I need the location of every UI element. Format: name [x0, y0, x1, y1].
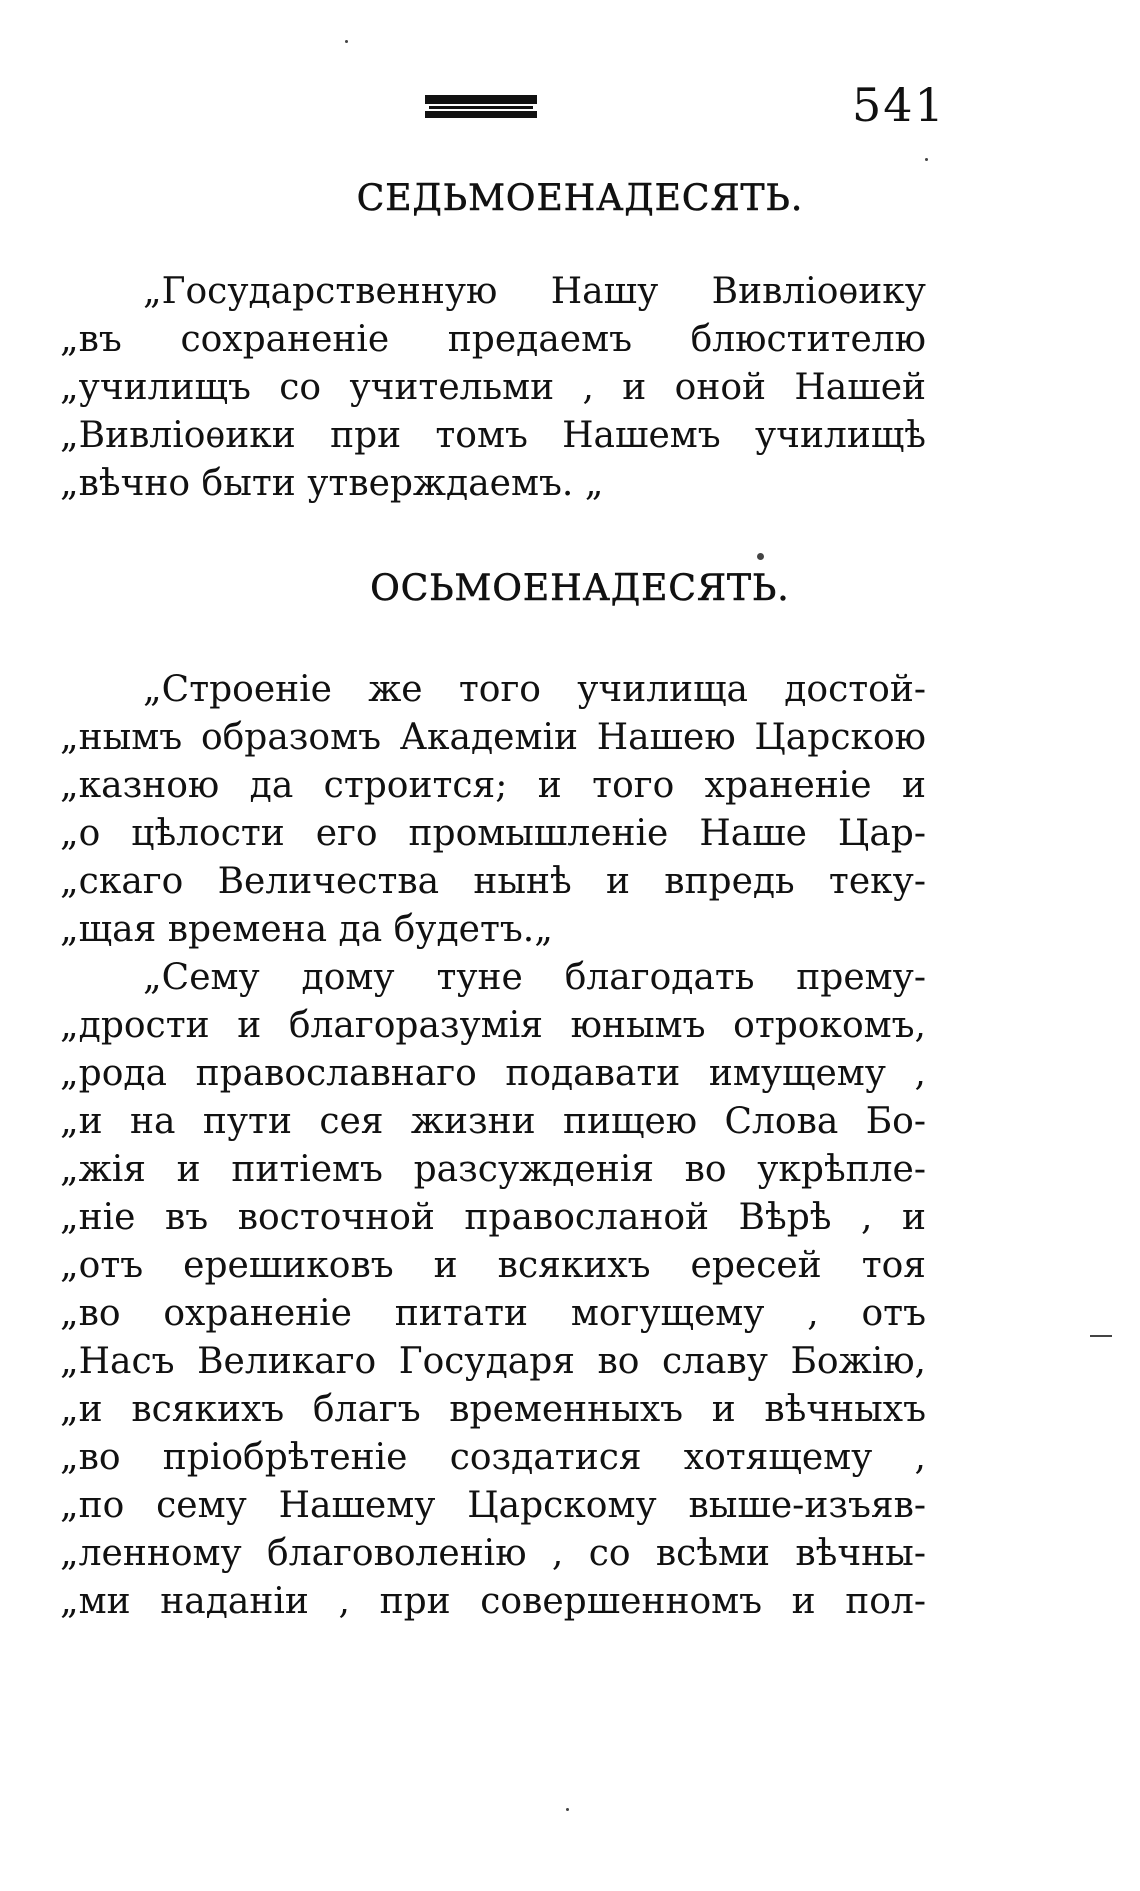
section-heading-seventeenth: СЕДЬМОЕНАДЕСЯТЬ. — [356, 178, 804, 219]
text-line: „отъ ерешиковъ и всякихъ ересей тоя — [60, 1245, 926, 1286]
text-line: „во охраненіе питати могущему , отъ — [60, 1293, 926, 1334]
text-line: „Государственную Нашу Вивліоѳику — [143, 271, 926, 312]
text-line: „во пріобрѣтеніе создатися хотящему , — [60, 1437, 926, 1478]
text-line: „по сему Нашему Царскому выше-изъяв- — [60, 1485, 926, 1526]
text-line: „Насъ Великаго Государя во славу Божію, — [60, 1341, 926, 1382]
text-line: „скаго Величества нынѣ и впредь теку- — [60, 861, 926, 902]
text-line: „вѣчно быти утверждаемъ. „ — [60, 463, 604, 504]
text-line: „о цѣлости его промышленіе Наше Цар- — [60, 813, 926, 854]
text-line: „нымъ образомъ Академіи Нашею Царскою — [60, 717, 926, 758]
text-line: „въ сохраненіе предаемъ блюстителю — [60, 319, 926, 360]
text-line: „жія и питіемъ разсужденія во укрѣпле- — [60, 1149, 926, 1190]
ink-speck — [925, 158, 928, 161]
text-line: „училищъ со учительми , и оной Нашей — [60, 367, 926, 408]
text-line: „ми наданіи , при совершенномъ и пол- — [60, 1581, 926, 1622]
header-ornament — [425, 95, 537, 119]
text-line: „ленному благоволенію , со всѣми вѣчны- — [60, 1533, 926, 1574]
page-number: 541 — [852, 78, 946, 132]
text-line: „щая времена да будетъ.„ — [60, 909, 553, 950]
ink-speck — [757, 553, 764, 560]
ink-speck — [345, 40, 348, 43]
ink-speck — [566, 1808, 569, 1811]
text-line: „казною да строится; и того храненіе и — [60, 765, 926, 806]
text-line: „дрости и благоразумія юнымъ отрокомъ, — [60, 1005, 926, 1046]
ink-speck — [1090, 1335, 1112, 1337]
text-line: „Строеніе же того училища достой- — [143, 669, 926, 710]
text-line: „и на пути сея жизни пищею Слова Бо- — [60, 1101, 926, 1142]
text-line: „ніе въ восточной правосланой Вѣрѣ , и — [60, 1197, 926, 1238]
text-line: „Вивліоѳики при томъ Нашемъ училищѣ — [60, 415, 926, 456]
text-line: „и всякихъ благъ временныхъ и вѣчныхъ — [60, 1389, 926, 1430]
section-heading-eighteenth: ОСЬМОЕНАДЕСЯТЬ. — [370, 568, 790, 609]
text-line: „рода православнаго подавати имущему , — [60, 1053, 926, 1094]
text-line: „Сему дому туне благодать прему- — [143, 957, 926, 998]
